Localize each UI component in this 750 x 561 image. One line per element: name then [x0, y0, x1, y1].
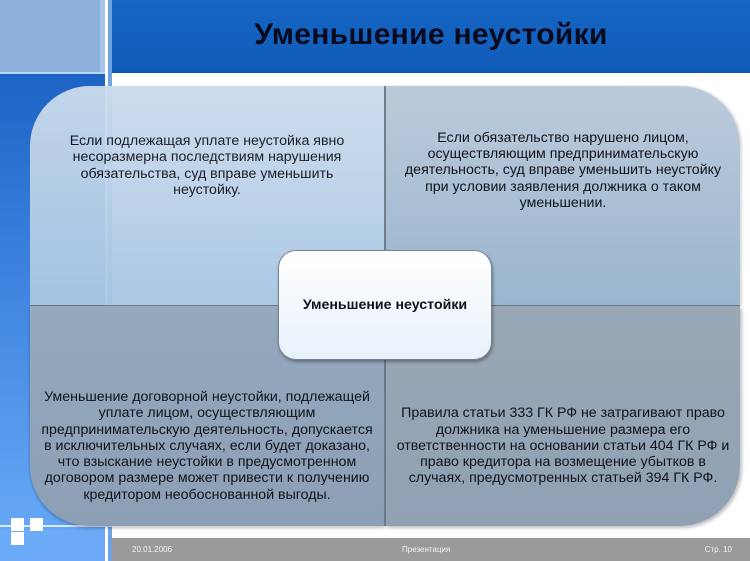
title-underline — [112, 73, 750, 85]
slide-title: Уменьшение неустойки — [254, 18, 608, 51]
decor-top-left-block — [0, 0, 100, 73]
footer-title: Презентация — [402, 545, 451, 554]
quadrant-text: Если подлежащая уплате неустойка явно несоразмерна последствиям нарушения обязательства, суд вправе уменьшить неустойку. — [69, 132, 345, 198]
footer-page-number: Стр. 10 — [704, 545, 732, 554]
quadrant-text: Если обязательство нарушено лицом, осуществляющим предпринимательскую деятельность, суд вправе уменьшить неустойку при условии заявления должника о таком уменьшении. — [404, 129, 722, 211]
decor-horizontal-line — [0, 72, 108, 74]
decor-square-icon — [11, 532, 24, 545]
center-label: Уменьшение неустойки — [302, 297, 468, 313]
quadrant-text: Уменьшение договорной неустойки, подлежащей уплате лицом, осуществляющим предпринимательскую деятельность, допускается в исключительных случаях, если будет доказано, что взыскание неустойки в предусмотренном договором размере может привести к получению кредитором необоснованной выгоды. — [41, 388, 373, 503]
center-label-box — [278, 250, 492, 360]
footer-date: 20.01.2006 — [132, 545, 173, 554]
quadrant-diagram — [30, 86, 740, 526]
decor-square-icon — [11, 518, 24, 531]
slide-footer — [112, 538, 750, 561]
quadrant-text: Правила статьи 333 ГК РФ не затрагивают право должника на уменьшение размера его ответственности на основании статьи 404 ГК РФ и право кредитора на возмещение убытков в случаях, предусмотренных статьей 394 ГК РФ. — [396, 405, 730, 487]
